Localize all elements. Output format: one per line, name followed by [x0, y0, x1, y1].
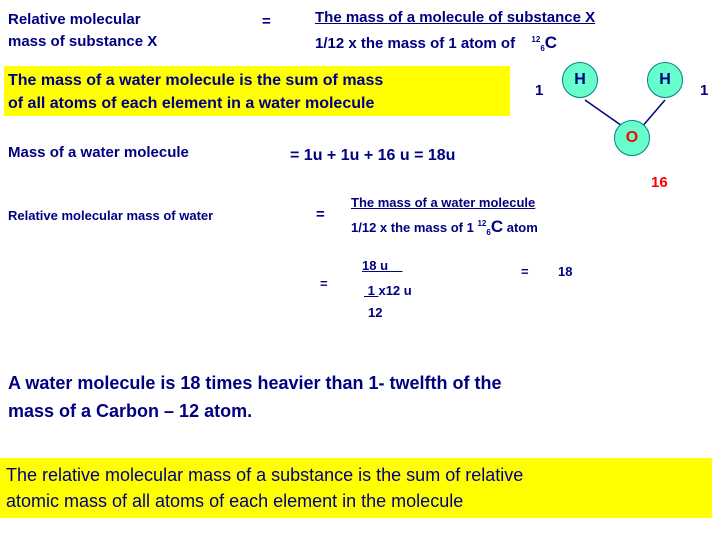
rmm-water-denominator	[351, 217, 538, 237]
calc-numerator: 18 u	[362, 258, 403, 273]
rmm-water-label: Relative molecular mass of water	[8, 208, 214, 223]
hydrogen-right-mass: 1	[700, 82, 709, 99]
rmm-water-numerator: The mass of a water molecule	[351, 195, 536, 210]
calc-denominator	[364, 283, 412, 298]
calc-denominator-twelve: 12	[368, 305, 383, 320]
calc-denominator-rest: x12 u	[378, 283, 412, 298]
hydrogen-left-mass: 1	[535, 82, 544, 99]
hydrogen-left-atom: H	[562, 62, 598, 98]
calc-equals: =	[320, 276, 328, 291]
highlight-top-box	[4, 66, 510, 116]
definition-equals: =	[262, 13, 271, 30]
conclusion-line1: A water molecule is 18 times heavier than 1- twelfth of the	[8, 373, 502, 393]
oxygen-mass: 16	[651, 174, 668, 191]
carbon-symbol: C	[544, 33, 558, 52]
hydrogen-right-atom: H	[647, 62, 683, 98]
calc-result: 18	[558, 264, 573, 279]
calc-denominator-one: 1	[364, 283, 379, 298]
highlight-top-line2: of all atoms of each element in a water molecule	[8, 95, 375, 112]
highlight-top-line1: The mass of a water molecule is the sum of mass	[8, 72, 384, 89]
definition-denominator	[315, 33, 557, 53]
water-mass-equation: = 1u + 1u + 16 u = 18u	[290, 147, 456, 164]
carbon-mass-number: 12	[531, 35, 541, 44]
rmm-water-equals: =	[316, 206, 325, 223]
highlight-bottom-box	[0, 458, 712, 518]
rmm-carbon-atomic-number: 6	[486, 228, 491, 237]
definition-left-line2: mass of substance X	[8, 33, 158, 50]
rmm-water-denominator-prefix: 1/12 x the mass of 1	[351, 220, 474, 235]
rmm-water-denominator-suffix: atom	[506, 220, 538, 235]
definition-left-line1: Relative molecular	[8, 11, 141, 28]
rmm-carbon-mass-number: 12	[477, 219, 487, 228]
conclusion-text	[8, 369, 501, 425]
highlight-top-text	[8, 69, 383, 115]
highlight-bottom-line1: The relative molecular mass of a substance is the sum of relative	[6, 465, 524, 485]
definition-left-label	[8, 9, 157, 53]
oxygen-atom: O	[614, 120, 650, 156]
highlight-bottom-line2: atomic mass of all atoms of each element in the molecule	[6, 491, 464, 511]
water-mass-label: Mass of a water molecule	[8, 144, 189, 161]
calc-result-equals: =	[521, 264, 529, 279]
carbon-atomic-number: 6	[540, 44, 545, 53]
highlight-bottom-text	[6, 462, 523, 514]
definition-denominator-prefix: 1/12 x the mass of 1 atom of	[315, 35, 516, 52]
rmm-carbon-symbol: C	[490, 217, 504, 236]
conclusion-line2: mass of a Carbon – 12 atom.	[8, 401, 253, 421]
definition-numerator: The mass of a molecule of substance X	[315, 9, 596, 26]
